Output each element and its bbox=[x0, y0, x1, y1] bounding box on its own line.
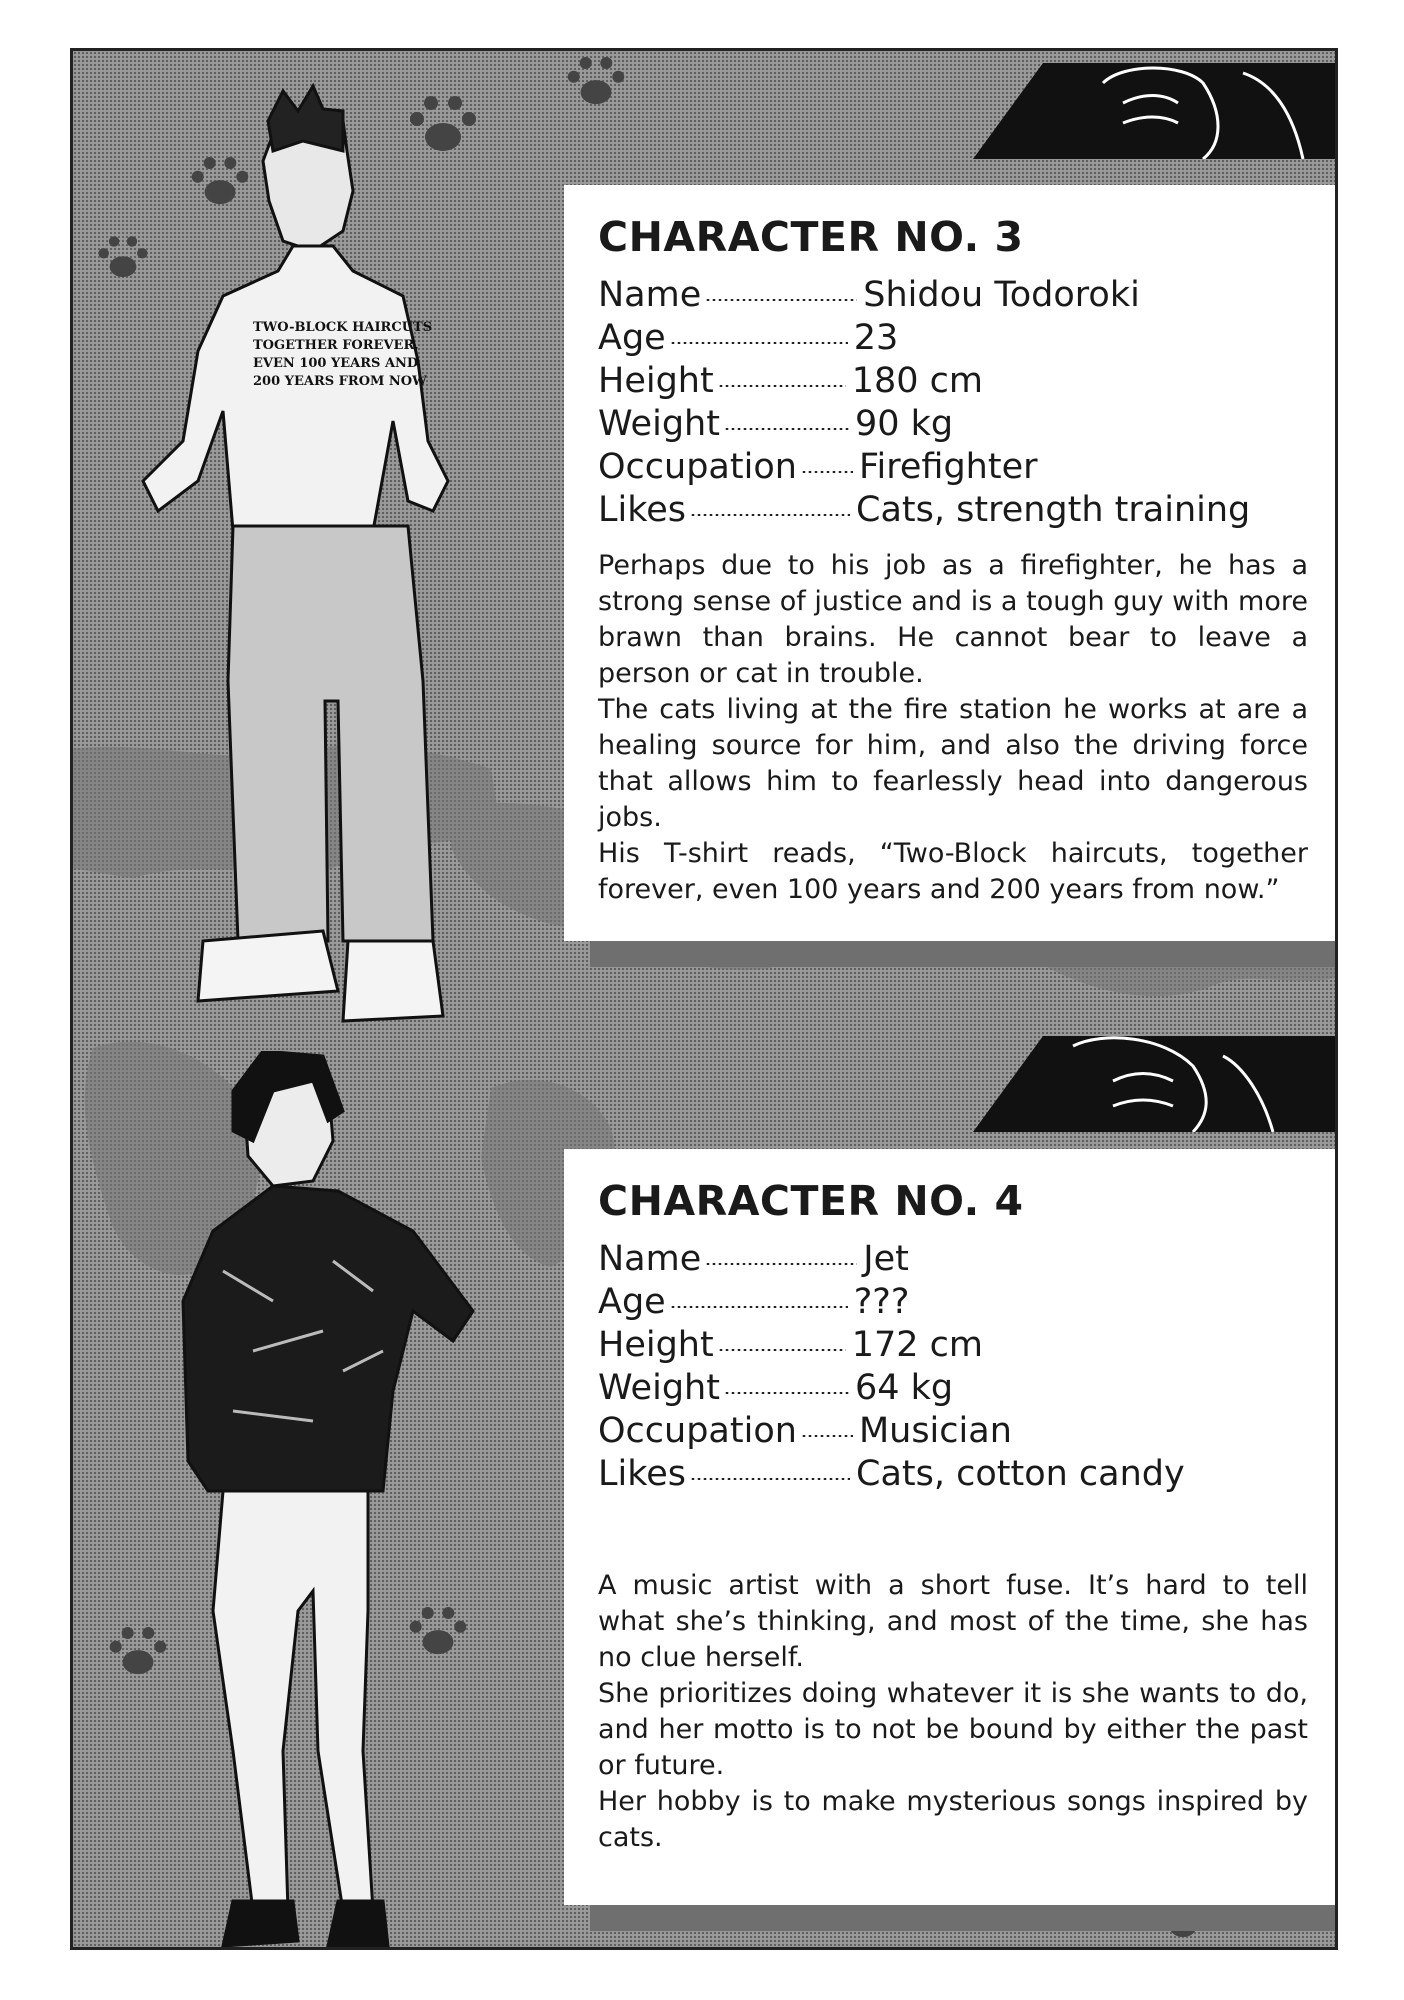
character-3-portrait-banner bbox=[973, 63, 1338, 159]
stat-value: 23 bbox=[853, 318, 899, 359]
stat-label: Occupation bbox=[598, 447, 797, 488]
shirt-text-line: TOGETHER FOREVER, bbox=[253, 338, 419, 353]
character-4-portrait-banner bbox=[973, 1036, 1338, 1132]
paw-print-icon bbox=[561, 51, 631, 111]
character-bio bbox=[598, 1568, 1308, 1856]
stat-label: Occupation bbox=[598, 1411, 797, 1452]
bio-paragraph: Her hobby is to make mysterious songs inspired by cats. bbox=[598, 1786, 1308, 1854]
stat-value: Shidou Todoroki bbox=[863, 275, 1140, 316]
dot-leader bbox=[718, 1348, 846, 1352]
dot-leader bbox=[705, 1262, 857, 1266]
dot-leader bbox=[724, 427, 849, 431]
character-bio bbox=[598, 548, 1308, 908]
dot-leader bbox=[718, 384, 846, 388]
stat-row-likes bbox=[598, 489, 1308, 532]
dot-leader bbox=[690, 513, 850, 517]
dot-leader bbox=[801, 470, 853, 474]
stat-row-age bbox=[598, 317, 1308, 360]
stat-value: Firefighter bbox=[858, 447, 1038, 488]
bio-paragraph: She prioritizes doing whatever it is she wants to do, and her motto is to not be bound by either the past or future. bbox=[598, 1678, 1308, 1782]
stat-value: 90 kg bbox=[854, 404, 954, 445]
stat-row-age bbox=[598, 1281, 1308, 1324]
stat-row-name bbox=[598, 1238, 1308, 1281]
stat-value: Musician bbox=[858, 1411, 1012, 1452]
stat-label: Weight bbox=[598, 404, 720, 445]
dot-leader bbox=[670, 341, 848, 345]
stat-row-occupation bbox=[598, 1410, 1308, 1453]
dot-leader bbox=[690, 1477, 850, 1481]
stat-label: Height bbox=[598, 1325, 714, 1366]
character-heading: CHARACTER NO. 4 bbox=[598, 1177, 1024, 1225]
dot-leader bbox=[801, 1434, 853, 1438]
bio-paragraph: A music artist with a short fuse. It’s hard to tell what she’s thinking, and most of the time, she has no clue herself. bbox=[598, 1570, 1308, 1674]
stat-row-height bbox=[598, 360, 1308, 403]
stat-label: Age bbox=[598, 1282, 666, 1323]
character-4-illustration bbox=[113, 1051, 503, 1950]
bio-paragraph: His T-shirt reads, “Two-Block haircuts, together forever, even 100 years and 200 years from now.” bbox=[598, 838, 1308, 906]
stat-row-occupation bbox=[598, 446, 1308, 489]
stat-label: Age bbox=[598, 318, 666, 359]
stat-row-weight bbox=[598, 403, 1308, 446]
bio-paragraph: Perhaps due to his job as a firefighter, he has a strong sense of justice and is a tough guy with more brawn than brains. He cannot bear to leave a person or cat in trouble. bbox=[598, 550, 1308, 690]
stat-value: 180 cm bbox=[851, 361, 983, 402]
shirt-text-line: TWO-BLOCK HAIRCUTS bbox=[253, 320, 433, 335]
stat-row-height bbox=[598, 1324, 1308, 1367]
dot-leader bbox=[705, 298, 857, 302]
stat-label: Likes bbox=[598, 1454, 687, 1495]
shirt-text-line: EVEN 100 YEARS AND bbox=[253, 356, 419, 371]
stat-label: Name bbox=[598, 275, 702, 316]
stat-label: Weight bbox=[598, 1368, 720, 1409]
bio-paragraph: The cats living at the fire station he works at are a healing source for him, and also the driving force that allows him to fearlessly head into dangerous jobs. bbox=[598, 694, 1308, 834]
stat-row-likes bbox=[598, 1453, 1308, 1496]
character-heading: CHARACTER NO. 3 bbox=[598, 213, 1024, 261]
stat-value: ??? bbox=[853, 1282, 910, 1323]
stat-value: Cats, strength training bbox=[856, 490, 1251, 531]
character-3-illustration bbox=[103, 81, 493, 1031]
stat-row-name bbox=[598, 274, 1308, 317]
dot-leader bbox=[670, 1305, 848, 1309]
stat-value: 172 cm bbox=[851, 1325, 983, 1366]
stat-label: Likes bbox=[598, 490, 687, 531]
stat-label: Height bbox=[598, 361, 714, 402]
page-frame bbox=[70, 48, 1338, 1950]
stat-value: 64 kg bbox=[854, 1368, 954, 1409]
stat-value: Jet bbox=[863, 1239, 909, 1280]
character-4-profile-card bbox=[564, 1149, 1338, 1905]
shirt-text-line: 200 YEARS FROM NOW bbox=[253, 374, 427, 389]
dot-leader bbox=[724, 1391, 849, 1395]
stat-row-weight bbox=[598, 1367, 1308, 1410]
stat-value: Cats, cotton candy bbox=[856, 1454, 1185, 1495]
character-3-profile-card bbox=[564, 185, 1338, 941]
stat-label: Name bbox=[598, 1239, 702, 1280]
